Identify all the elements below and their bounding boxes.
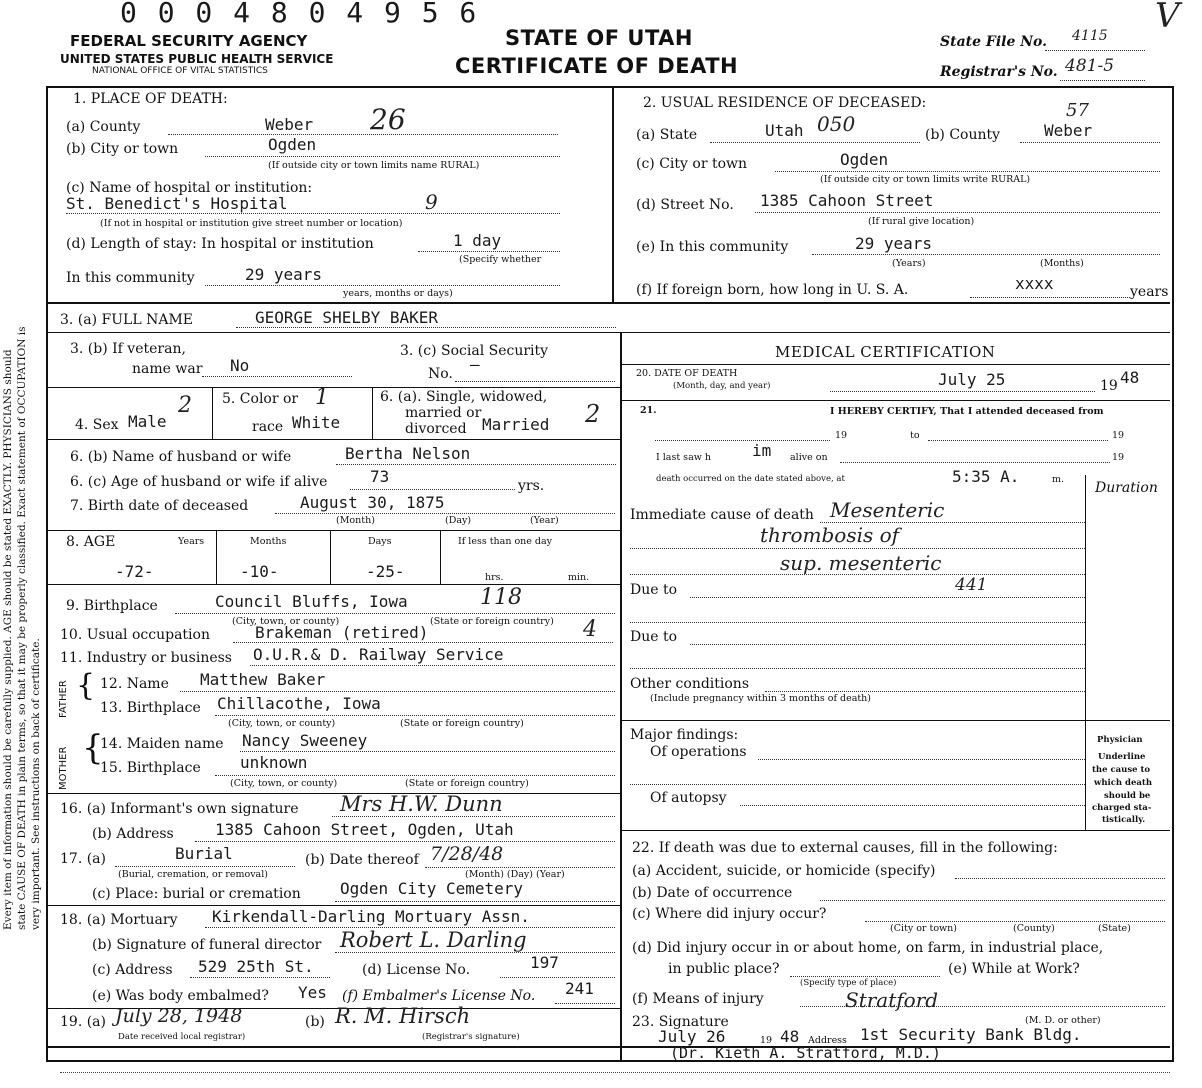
certify-nineteen-2: 19 [1112,430,1125,441]
res-county-value: Weber [1044,121,1093,140]
res-state-value: Utah [765,121,804,140]
license-value: 197 [530,953,559,972]
registrar-row-label: 19. (a) [60,1014,106,1030]
specify-note: (Specify type of place) [800,978,897,988]
registrar-signature: R. M. Hirsch [335,1004,471,1028]
father-bp-note-2: (State or foreign country) [400,718,524,729]
home-label-1: (d) Did injury occur in or about home, on farm, in industrial place, [632,940,1104,956]
serial-number: 0 0 0 4 8 0 4 9 5 6 [120,0,479,29]
hrs-label: hrs. [485,572,504,583]
full-name-value: GEORGE SHELBY BAKER [255,308,439,327]
death-date-value: July 25 [938,370,1006,389]
death-year-value: 48 [1120,368,1140,387]
mother-brace: { [82,728,104,768]
age-years-value: -72- [115,562,154,581]
informant-value: Mrs H.W. Dunn [340,792,503,816]
min-label: min. [568,572,590,583]
father-name-value: Matthew Baker [200,670,326,689]
res-community-label: (e) In this community [636,239,789,255]
veteran-label-2: name war [132,361,203,377]
disposal-value: Burial [175,844,233,863]
disposal-date-label: (b) Date thereof [305,852,419,868]
mother-name-value: Nancy Sweeney [242,731,368,750]
physician-note-3: the cause to [1092,765,1151,775]
foreign-label: (f) If foreign born, how long in U. S. A. [636,282,909,298]
birthplace-label: 9. Birthplace [66,598,158,614]
other-conditions-label: Other conditions [630,676,750,692]
physician-note-7: tistically. [1102,815,1146,825]
where-note-county: (County) [1013,923,1055,934]
informant-address-value: 1385 Cahoon Street, Ogden, Utah [215,820,514,839]
res-state-label: (a) State [636,127,698,143]
marital-code: 2 [585,400,601,428]
father-name-label: 12. Name [100,676,169,692]
m-label: m. [1052,474,1065,485]
death-county-value: Weber [265,115,314,134]
mother-birthplace-value: unknown [240,753,308,772]
father-birthplace-value: Chillacothe, Iowa [217,694,381,713]
certificate-title: CERTIFICATE OF DEATH [455,54,739,78]
industry-value: O.U.R.& D. Railway Service [253,645,504,664]
state-file-label: State File No. [940,34,1048,50]
informant-label: 16. (a) Informant's own signature [60,801,299,817]
major-findings-label: Major findings: [630,727,739,743]
foreign-value: xxxx [1015,274,1054,293]
stay-value: 1 day [453,231,502,250]
due-to-label-1: Due to [630,582,678,598]
spouse-age-unit: yrs. [518,478,545,494]
marital-label-2: married or [405,405,482,421]
hospital-label: (c) Name of hospital or institution: [66,180,313,196]
agency-name: FEDERAL SECURITY AGENCY [70,32,308,50]
operations-label: Of operations [650,744,747,760]
mother-side-label: MOTHER [58,746,69,790]
ss-value: — [470,355,480,374]
mortuary-address-label: (c) Address [92,962,173,978]
foreign-unit: years [1130,284,1169,300]
informant-address-label: (b) Address [92,826,174,842]
birthplace-note-2: (State or foreign country) [430,616,554,627]
occupation-code: 4 [583,617,597,642]
mortuary-value: Kirkendall-Darling Mortuary Assn. [212,907,530,926]
occupation-value: Brakeman (retired) [255,623,429,642]
age-days-label: Days [368,536,392,547]
residence-heading: 2. USUAL RESIDENCE OF DECEASED: [643,95,927,111]
res-county-code: 57 [1066,100,1089,121]
res-city-value: Ogden [840,150,889,169]
stay-label: (d) Length of stay: In hospital or institution [66,236,374,252]
check-mark: V [1155,0,1180,36]
death-county-code: 26 [370,103,406,136]
birthplace-code: 118 [480,585,522,610]
birth-date-label: 7. Birth date of deceased [70,498,249,514]
immediate-cause-label: Immediate cause of death [630,507,814,523]
death-date-sublabel: (Month, day, and year) [673,381,771,391]
death-time-value: 5:35 A. [952,467,1020,486]
embalmed-label: (e) Was body embalmed? [92,988,269,1004]
hospital-note: (If not in hospital or institution give street number or location) [100,218,403,229]
ss-label-1: 3. (c) Social Security [400,343,549,359]
margin-note-2: state CAUSE OF DEATH in plain terms, so that it may be properly classified. Exact statement of OCCUPATION is [16,326,28,930]
md-note: (M. D. or other) [1025,1015,1101,1026]
cause-1: Mesenteric [830,498,945,522]
res-county-label: (b) County [925,127,1001,143]
means-label: (f) Means of injury [632,991,764,1007]
age-months-value: -10- [240,562,279,581]
state-file-value: 4115 [1072,28,1108,44]
office-name: NATIONAL OFFICE OF VITAL STATISTICS [92,66,268,76]
physician-signature: Stratford [845,988,939,1012]
physician-note-2: Underline [1098,752,1146,762]
color-value: White [292,413,341,432]
sign-year-prefix: 19 [760,1035,773,1046]
burial-place-label: (c) Place: burial or cremation [92,886,301,902]
occupation-label: 10. Usual occupation [60,627,210,643]
spouse-age-label: 6. (c) Age of husband or wife if alive [70,474,328,490]
license-label: (d) License No. [362,962,471,978]
disposal-note: (Burial, cremation, or removal) [118,869,268,880]
spouse-label: 6. (b) Name of husband or wife [70,449,292,465]
industry-label: 11. Industry or business [60,650,232,666]
physician-note-1: Physician [1097,735,1143,745]
res-street-label: (d) Street No. [636,197,734,213]
burial-place-value: Ogden City Cemetery [340,879,524,898]
marital-value: Married [482,415,550,434]
spouse-value: Bertha Nelson [345,444,471,463]
sex-code: 2 [178,393,192,418]
perforation [60,1072,1170,1081]
birth-year-note: (Year) [530,515,559,526]
sign-date-value: July 26 [658,1027,726,1046]
occurred-label: death occurred on the date stated above, at [656,474,845,484]
director-label: (b) Signature of funeral director [92,937,322,953]
home-label-2: in public place? [668,961,780,977]
margin-note-3: very important. See instructions on back of certificate. [30,638,42,930]
hospital-value: St. Benedict's Hospital [66,194,288,213]
margin-note-1: Every item of information should be carefully supplied. AGE should be stated EXACTLY. PHYSICIANS should [2,349,14,930]
ss-label-2: No. [428,366,453,382]
mortuary-label: 18. (a) Mortuary [60,912,178,928]
hospital-code: 9 [425,190,438,214]
age-years-label: Years [178,536,205,547]
lt-day-label: If less than one day [458,536,553,547]
res-city-label: (c) City or town [636,156,748,172]
duration-label: Duration [1095,480,1158,496]
registrar-date-note: Date received local registrar) [118,1032,246,1042]
registrar-sig-note: (Registrar's signature) [422,1032,520,1042]
cause-2: thrombosis of [760,523,900,547]
registrar-sig-label: (b) [305,1014,325,1030]
embalmer-label: (f) Embalmer's License No. [342,988,536,1004]
disposal-date-value: 7/28/48 [430,843,504,865]
stay-note: (Specify whether [459,254,542,265]
death-county-label: (a) County [66,119,141,135]
mother-name-label: 14. Maiden name [100,736,224,752]
full-name-label: 3. (a) FULL NAME [60,312,193,328]
state-title: STATE OF UTAH [505,26,694,50]
medical-heading: MEDICAL CERTIFICATION [775,343,996,361]
res-city-note: (If outside city or town limits write RURAL) [820,174,1031,185]
physician-note-6: charged sta- [1092,803,1152,813]
mortuary-address-value: 529 25th St. [198,957,314,976]
registrar-label: Registrar's No. [940,64,1058,80]
color-label-1: 5. Color or [222,391,299,407]
res-years-note: (Years) [892,258,926,269]
director-signature: Robert L. Darling [340,928,527,952]
registrar-value: 481-5 [1065,56,1115,76]
birthplace-value: Council Bluffs, Iowa [215,592,408,611]
birth-date-value: August 30, 1875 [300,493,445,512]
color-label-2: race [252,419,284,435]
place-of-death-heading: 1. PLACE OF DEATH: [73,91,228,107]
death-city-label: (b) City or town [66,141,179,157]
physician-note-5: should be [1104,791,1151,801]
spouse-age-value: 73 [370,467,390,486]
cause-code: 441 [955,575,988,595]
due-to-label-2: Due to [630,629,678,645]
sex-value: Male [128,412,167,431]
where-label: (c) Where did injury occur? [632,906,827,922]
embalmed-value: Yes [298,983,327,1002]
death-city-note: (If outside city or town limits name RURAL) [268,160,480,171]
item-21: 21. [640,405,657,416]
age-days-value: -25- [366,562,405,581]
father-bp-note-1: (City, town, or county) [228,718,336,729]
disposal-label: 17. (a) [60,851,106,867]
sign-year-value: 48 [780,1027,800,1046]
age-months-label: Months [250,536,287,547]
physician-typed-name: (Dr. Kieth A. Stratford, M.D.) [670,1044,941,1062]
death-city-value: Ogden [268,135,317,154]
service-name: UNITED STATES PUBLIC HEALTH SERVICE [60,52,334,66]
registrar-date-value: July 28, 1948 [115,1005,243,1027]
sign-address-value: 1st Security Bank Bldg. [860,1025,1082,1044]
mother-birthplace-label: 15. Birthplace [100,760,201,776]
certify-text: I HEREBY CERTIFY, That I attended deceased from [830,406,1104,417]
death-community-value: 29 years [245,265,323,284]
color-code: 1 [315,385,329,410]
alive-nineteen: 19 [1112,452,1125,463]
marital-label-1: 6. (a). Single, widowed, [380,389,548,405]
where-note-state: (State) [1098,923,1131,934]
birth-day-note: (Day) [445,515,472,526]
cause-3: sup. mesenteric [780,551,942,575]
sign-address-label: Address [808,1035,847,1046]
res-street-note: (If rural give location) [868,216,975,227]
father-birthplace-label: 13. Birthplace [100,700,201,716]
death-year-prefix: 19 [1100,378,1118,394]
death-community-label: In this community [66,270,195,286]
other-conditions-note: (Include pregnancy within 3 months of death) [650,693,872,704]
last-saw-value: im [752,441,772,460]
mother-bp-note-2: (State or foreign country) [405,778,529,789]
signature-label: 23. Signature [632,1014,729,1030]
mother-bp-note-1: (City, town, or county) [230,778,338,789]
where-note-city: (City or town) [890,923,957,934]
res-street-value: 1385 Cahoon Street [760,191,934,210]
last-saw-label: I last saw h [656,452,711,463]
age-label: 8. AGE [66,534,116,550]
accident-label: (a) Accident, suicide, or homicide (specify) [632,863,936,879]
res-state-code: 050 [817,112,856,136]
disposal-date-note: (Month) (Day) (Year) [465,869,565,880]
death-community-note: years, months or days) [343,288,453,299]
birthplace-note-1: (City, town, or county) [232,616,340,627]
veteran-value: No [230,356,250,375]
veteran-label-1: 3. (b) If veteran, [70,341,186,357]
occurrence-label: (b) Date of occurrence [632,885,793,901]
certify-nineteen-1: 19 [835,430,848,441]
autopsy-label: Of autopsy [650,790,727,806]
alive-on-label: alive on [790,452,828,463]
embalmer-value: 241 [565,979,594,998]
birth-month-note: (Month) [336,515,375,526]
res-community-value: 29 years [855,234,933,253]
certify-to: to [910,430,920,441]
physician-note-4: which death [1094,778,1153,788]
marital-label-3: divorced [405,421,467,437]
external-causes-label: 22. If death was due to external causes, fill in the following: [632,840,1058,856]
work-label: (e) While at Work? [948,961,1080,977]
death-date-label: 20. DATE OF DEATH [636,368,738,379]
sex-label: 4. Sex [75,417,119,433]
father-brace: { [76,668,96,703]
father-side-label: FATHER [58,680,69,718]
res-months-note: (Months) [1040,258,1084,269]
